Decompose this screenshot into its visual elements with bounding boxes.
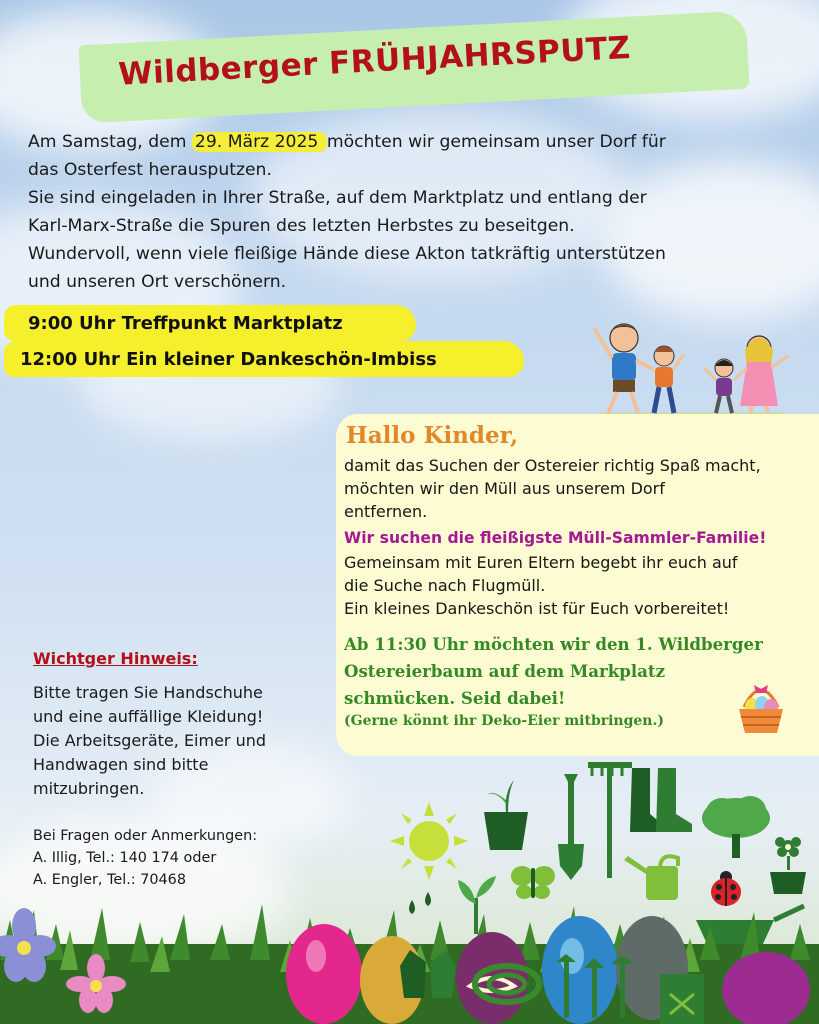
kids-highlight: Wir suchen die fleißigste Müll-Sammler-Familie! bbox=[344, 529, 767, 547]
kids-green-line: Ab 11:30 Uhr möchten wir den 1. Wildberger bbox=[344, 634, 763, 654]
hose-icon bbox=[470, 958, 544, 1008]
hint-line: Bitte tragen Sie Handschuhe bbox=[33, 683, 263, 702]
plant-pot-icon bbox=[480, 768, 532, 852]
kids-green-line: Ostereierbaum auf dem Markplatz bbox=[344, 661, 666, 681]
gloves-icon bbox=[396, 944, 460, 1000]
hint-line: Die Arbeitsgeräte, Eimer und bbox=[33, 731, 267, 750]
kids-intro-line: damit das Suchen der Ostereier richtig Spaß macht, bbox=[344, 456, 761, 475]
hint-line: Handwagen sind bitte bbox=[33, 755, 209, 774]
flowers-icon bbox=[0, 906, 150, 1024]
seed-packet-icon bbox=[656, 970, 708, 1024]
family-illustration-icon bbox=[584, 318, 794, 418]
kids-intro-line: entfernen. bbox=[344, 502, 428, 521]
kids-easter-tree-note: (Gerne könnt ihr Deko-Eier mitbringen.) bbox=[344, 713, 664, 729]
contact-info bbox=[33, 825, 323, 891]
intro-line: und unseren Ort verschönern. bbox=[28, 272, 287, 292]
hint-line: mitzubringen. bbox=[33, 779, 145, 798]
hint-body bbox=[33, 681, 323, 801]
intro-line: Karl-Marx-Straße die Spuren des letzten Herbstes zu beseitgen. bbox=[28, 216, 575, 236]
flower-pot-icon bbox=[766, 832, 810, 896]
kids-body-line: Gemeinsam mit Euren Eltern begebt ihr euch auf bbox=[344, 553, 738, 572]
schedule-item-snack: 12:00 Uhr Ein kleiner Dankeschön-Imbiss bbox=[20, 349, 437, 370]
page-title: Wildberger FRÜHJAHRSPUTZ bbox=[117, 29, 632, 93]
kids-green-line: schmücken. Seid dabei! bbox=[344, 688, 566, 708]
intro-line1-rest: möchten wir gemeinsam unser Dorf für bbox=[326, 132, 666, 152]
intro-text bbox=[28, 128, 798, 296]
contact-line: A. Engler, Tel.: 70468 bbox=[33, 872, 186, 888]
event-date: 29. März 2025 bbox=[192, 132, 327, 152]
easter-basket-icon bbox=[736, 677, 786, 737]
schedule-item-meeting: 9:00 Uhr Treffpunkt Marktplatz bbox=[28, 313, 343, 334]
watering-can-icon bbox=[622, 852, 688, 904]
kids-intro-line: möchten wir den Müll aus unserem Dorf bbox=[344, 479, 665, 498]
butterfly-icon bbox=[510, 862, 556, 902]
tree-icon bbox=[700, 794, 772, 860]
easter-eggs-icon bbox=[280, 900, 819, 1024]
kids-body-line: die Suche nach Flugmüll. bbox=[344, 576, 546, 595]
hint-line: und eine auffällige Kleidung! bbox=[33, 707, 264, 726]
intro-line: das Osterfest herausputzen. bbox=[28, 160, 272, 180]
kids-body bbox=[344, 551, 814, 620]
rubber-boots-icon bbox=[628, 764, 696, 834]
intro-line: Sie sind eingeladen in Ihrer Straße, auf dem Marktplatz und entlang der bbox=[28, 188, 647, 208]
contact-line: Bei Fragen oder Anmerkungen: bbox=[33, 828, 258, 844]
contact-line: A. Illig, Tel.: 140 174 oder bbox=[33, 850, 217, 866]
intro-line: Wundervoll, wenn viele fleißige Hände diese Akton tatkräftig unterstützen bbox=[28, 244, 666, 264]
hint-heading: Wichtger Hinweis: bbox=[33, 649, 198, 668]
kids-body-line: Ein kleines Dankeschön ist für Euch vorbereitet! bbox=[344, 599, 730, 618]
hand-tools-icon bbox=[554, 954, 644, 1020]
kids-intro bbox=[344, 454, 814, 523]
intro-prefix: Am Samstag, dem bbox=[28, 132, 192, 152]
kids-heading: Hallo Kinder, bbox=[346, 422, 519, 449]
